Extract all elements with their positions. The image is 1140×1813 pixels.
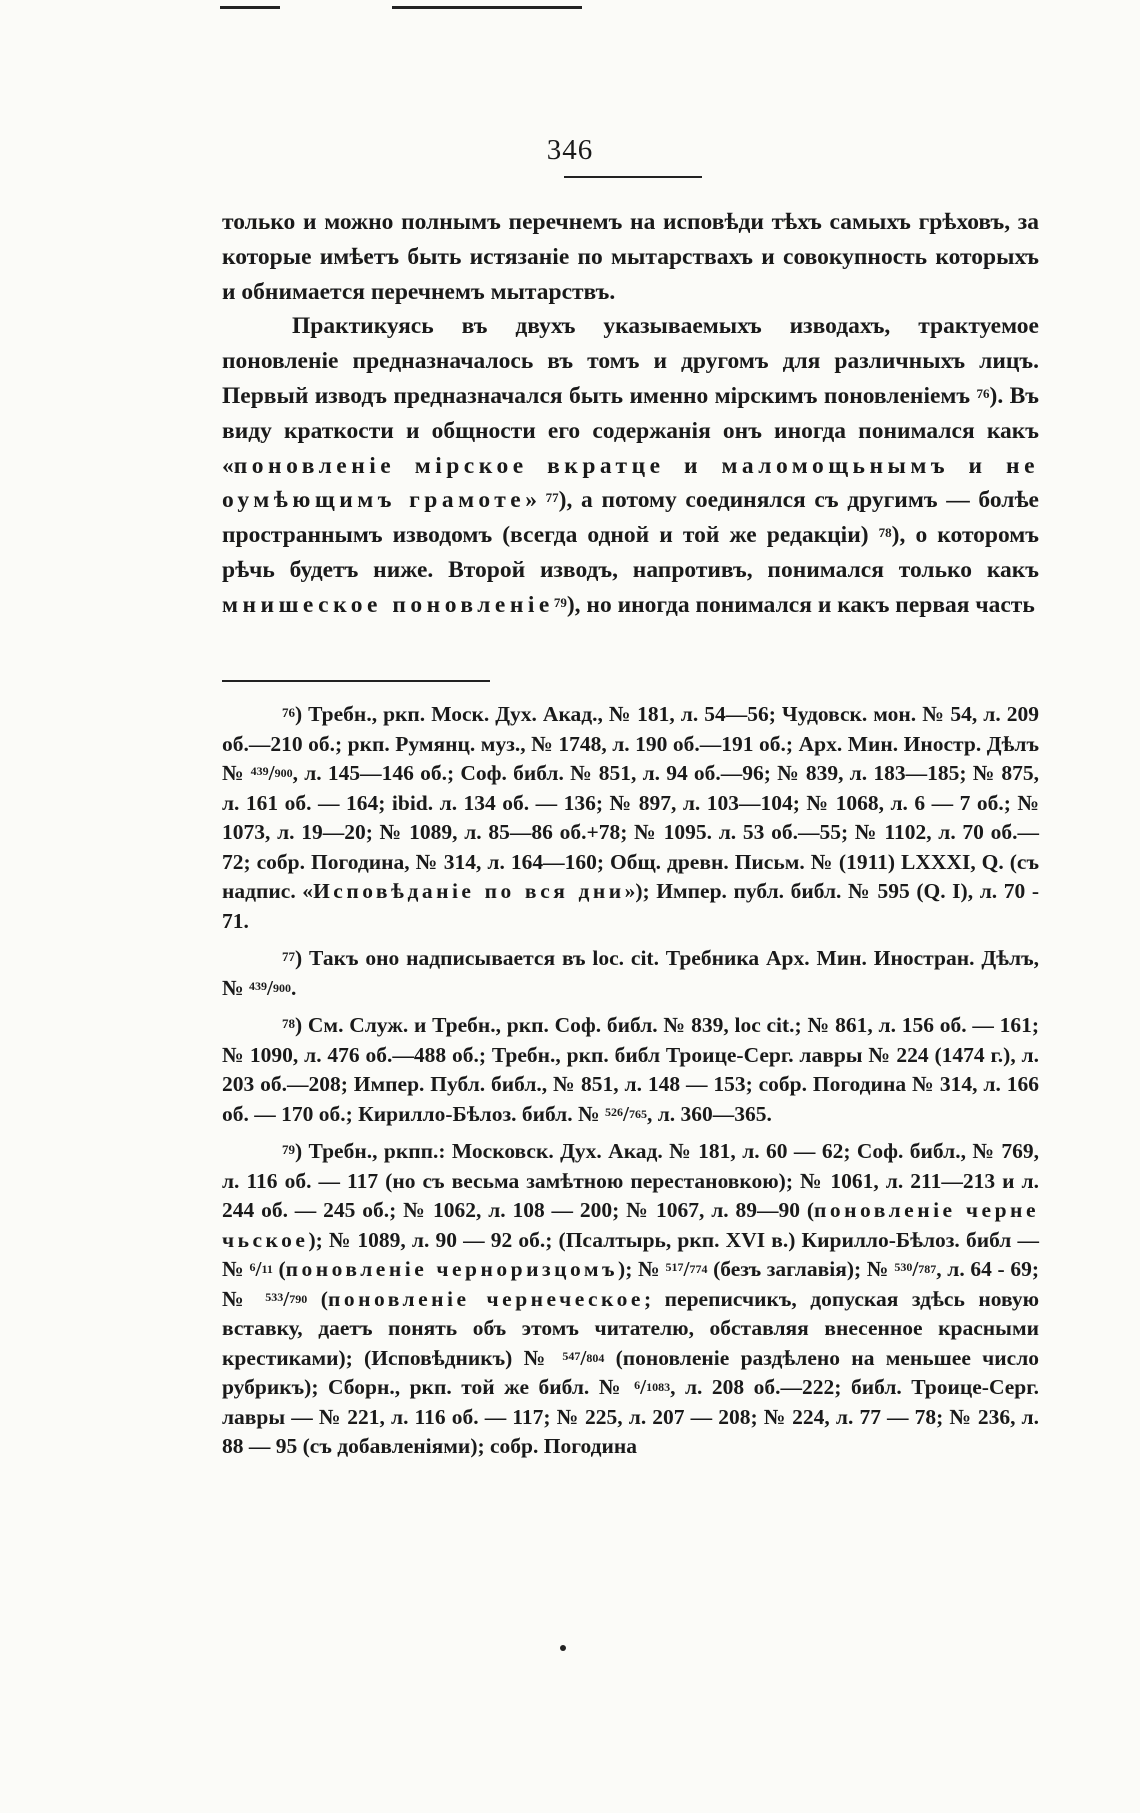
spaced-title: поновленіе черне чьское bbox=[222, 1198, 1039, 1252]
footnote-marker: 79 bbox=[282, 1142, 295, 1157]
text-run: ; переписчикъ, допуская здѣсь новую вставку, даетъ понять объ этомъ читателю, обставляя внесенное красными крестиками); (Исповѣдникъ) № bbox=[222, 1286, 1040, 1370]
fraction-denominator: 790 bbox=[289, 1291, 308, 1306]
text-run: ), о которомъ рѣчь будетъ ниже. Второй изводъ, напротивъ, понимался только какъ bbox=[222, 522, 1040, 583]
fraction: $^6$/1083 bbox=[634, 1375, 671, 1399]
footnote-ref: 77 bbox=[545, 490, 559, 506]
fraction-denominator: 774 bbox=[689, 1262, 708, 1276]
text-run: , л. 360—365. bbox=[646, 1101, 772, 1126]
text-run: ) См. Служ. и Требн., ркп. Соф. библ. № 839, loc cit.; № 861, л. 156 об. — 161; № 1090, л. 476 об.—488 об.; Требн., ркп. библ Троице-Серг. лавры № 224 (1474 г.), л. 203 об.—208; Импер. Публ. библ., № 851, л. 148 — 153; собр. Погодина № 314, л. 166 об. — 170 об.; Кирилло-Бѣлоз. библ. № bbox=[222, 1013, 1039, 1126]
fraction: $^{517}$/774 bbox=[665, 1257, 708, 1281]
footnote-marker: 77 bbox=[282, 949, 295, 964]
page-number: 346 bbox=[546, 134, 594, 166]
text-run: ); № bbox=[618, 1257, 666, 1281]
text-run: ( bbox=[307, 1286, 328, 1311]
footnote-78 bbox=[222, 1011, 1039, 1129]
footnote-marker: 76 bbox=[282, 705, 295, 720]
fraction-numerator: 547 bbox=[562, 1348, 581, 1363]
footnote-77 bbox=[222, 944, 1039, 1003]
text-run: ) Требн., ркпп.: Московск. Дух. Акад. № 181, л. 60 — 62; Соф. библ., № 769, л. 116 об. — 117 (но съ весьма замѣтною перестановкою); № 1061, л. 211—213 и л. 244 об. — 245 об.; № 1062, л. 108 — 200; № 1067, л. 89—90 ( bbox=[222, 1139, 1039, 1222]
fraction: $^{533}$/790 bbox=[265, 1286, 308, 1311]
fraction: $^{547}$/804 bbox=[562, 1345, 605, 1370]
fraction-numerator: 533 bbox=[265, 1289, 284, 1304]
ink-dot bbox=[560, 1645, 566, 1651]
fraction: $^{439}$/900 bbox=[248, 975, 291, 1000]
text-run: ). Въ виду краткости и общности его содержанія онъ иногда понимался какъ « bbox=[222, 382, 1039, 479]
fraction-numerator: 439 bbox=[248, 978, 267, 993]
footnote-79 bbox=[222, 1137, 1039, 1462]
text-run: » bbox=[525, 487, 546, 514]
text-run: ) Требн., ркп. Моск. Дух. Акад., № 181, л. 54—56; Чудовск. мон. № 54, л. 209 об.—210 об.; ркп. Румянц. муз., № 1748, л. 190 об.—191 об.; Арх. Мин. Иностр. Дѣлъ № bbox=[222, 702, 1039, 785]
fraction-denominator: 900 bbox=[272, 980, 291, 995]
fraction: $^{530}$/787 bbox=[894, 1257, 937, 1281]
footnote-separator bbox=[222, 680, 490, 682]
text-run: »); Импер. публ. библ. № 595 (Q. I), л. 70 - 71. bbox=[222, 879, 1039, 933]
paragraph: только и можно полнымъ перечнемъ на исповѣди тѣхъ самыхъ грѣховъ, за которые имѣетъ быть истязаніе по мытарствахъ и совокупность которыхъ и обнимается перечнемъ мытарствъ. bbox=[222, 209, 1039, 305]
spaced-title: поновленіе мірское вкратце и маломощьнымъ и не оумѣющимъ грамоте bbox=[222, 452, 1039, 514]
fraction-numerator: 530 bbox=[894, 1260, 913, 1274]
fraction: $^6$/11 bbox=[249, 1257, 273, 1281]
footnote-76 bbox=[222, 700, 1039, 936]
text-run: ( bbox=[272, 1257, 286, 1281]
footnote-marker: 78 bbox=[282, 1016, 295, 1031]
main-text bbox=[222, 205, 1039, 623]
fraction-numerator: 526 bbox=[604, 1104, 623, 1119]
fraction-numerator: 439 bbox=[250, 764, 269, 778]
text-run: (поновленіе раздѣлено на меньшее число рубрикъ); Сборн., ркп. той же библ. № bbox=[222, 1345, 1040, 1399]
text-run: . bbox=[290, 975, 297, 1000]
fraction-numerator: 6 bbox=[249, 1260, 256, 1274]
fraction: $^{526}$/765 bbox=[604, 1101, 647, 1126]
footnote-ref: 76 bbox=[976, 385, 990, 401]
text-run: ); № 1089, л. 90 — 92 об.; (Псалтырь, ркп. XVI в.) Кирилло-Бѣлоз. библ — № bbox=[222, 1227, 1039, 1281]
fraction: $^{439}$/900 bbox=[250, 761, 293, 785]
text-run: ), а потому соединялся съ другимъ — болѣе пространнымъ изводомъ (всегда одной и той же редакціи) bbox=[222, 487, 1039, 549]
fraction-numerator: 6 bbox=[634, 1378, 641, 1392]
page-number-rule bbox=[564, 176, 702, 178]
fraction-denominator: 804 bbox=[586, 1350, 605, 1365]
text-run: Практикуясь въ двухъ указываемыхъ изводахъ, трактуемое поновленіе предназначалось въ томъ и другомъ для различныхъ лицъ. Первый изводъ предназначался быть именно мірскимъ поновленіемъ bbox=[222, 313, 1039, 409]
fraction-numerator: 517 bbox=[665, 1260, 684, 1274]
fraction-denominator: 765 bbox=[628, 1106, 647, 1121]
paragraph bbox=[222, 309, 1039, 622]
text-run: , л. 64 - 69; № bbox=[222, 1257, 1039, 1311]
scan-artifact bbox=[392, 6, 582, 9]
spaced-title: мнишеское поновленіе bbox=[222, 591, 554, 618]
text-run: ), но иногда понимался и какъ первая часть bbox=[566, 591, 1035, 618]
scan-artifact bbox=[220, 6, 280, 9]
fraction-denominator: 11 bbox=[261, 1262, 273, 1276]
fraction-denominator: 1083 bbox=[646, 1380, 671, 1394]
spaced-title: поновленіе чернеческое bbox=[327, 1286, 644, 1311]
text-run: ) Такъ оно надписывается въ loc. cit. Требника Арх. Мин. Иностран. Дѣлъ, № bbox=[222, 946, 1039, 1000]
footnote-ref: 79 bbox=[553, 594, 567, 610]
fraction-denominator: 787 bbox=[918, 1262, 937, 1276]
text-run: (безъ заглавія); № bbox=[707, 1257, 895, 1281]
text-run: , л. 145—146 об.; Соф. библ. № 851, л. 94 об.—96; № 839, л. 183—185; № 875, л. 161 об. — 164; ibid. л. 134 об. — 136; № 897, л. 103—104; № 1068, л. 6 — 7 об.; № 1073, л. 19—20; № 1089, л. 85—86 об.+78; № 1095. л. 53 об.—55; № 1102, л. 70 об.—72; собр. Погодина, № 314, л. 164—160; Общ. древн. Письм. № (1911) LXXXI, Q. (съ надпис. « bbox=[222, 761, 1039, 903]
fraction-denominator: 900 bbox=[274, 766, 293, 780]
spaced-title: Исповѣданіе по вся дни bbox=[313, 879, 625, 903]
footnote-ref: 78 bbox=[878, 525, 892, 541]
footnotes bbox=[222, 700, 1039, 1470]
text-run: , л. 208 об.—222; библ. Троице-Серг. лавры — № 221, л. 116 об. — 117; № 225, л. 207 — 208; № 224, л. 77 — 78; № 236, л. 88 — 95 (съ добавленіями); собр. Погодина bbox=[222, 1375, 1039, 1458]
spaced-title: поновленіе черноризцомъ bbox=[285, 1257, 619, 1281]
